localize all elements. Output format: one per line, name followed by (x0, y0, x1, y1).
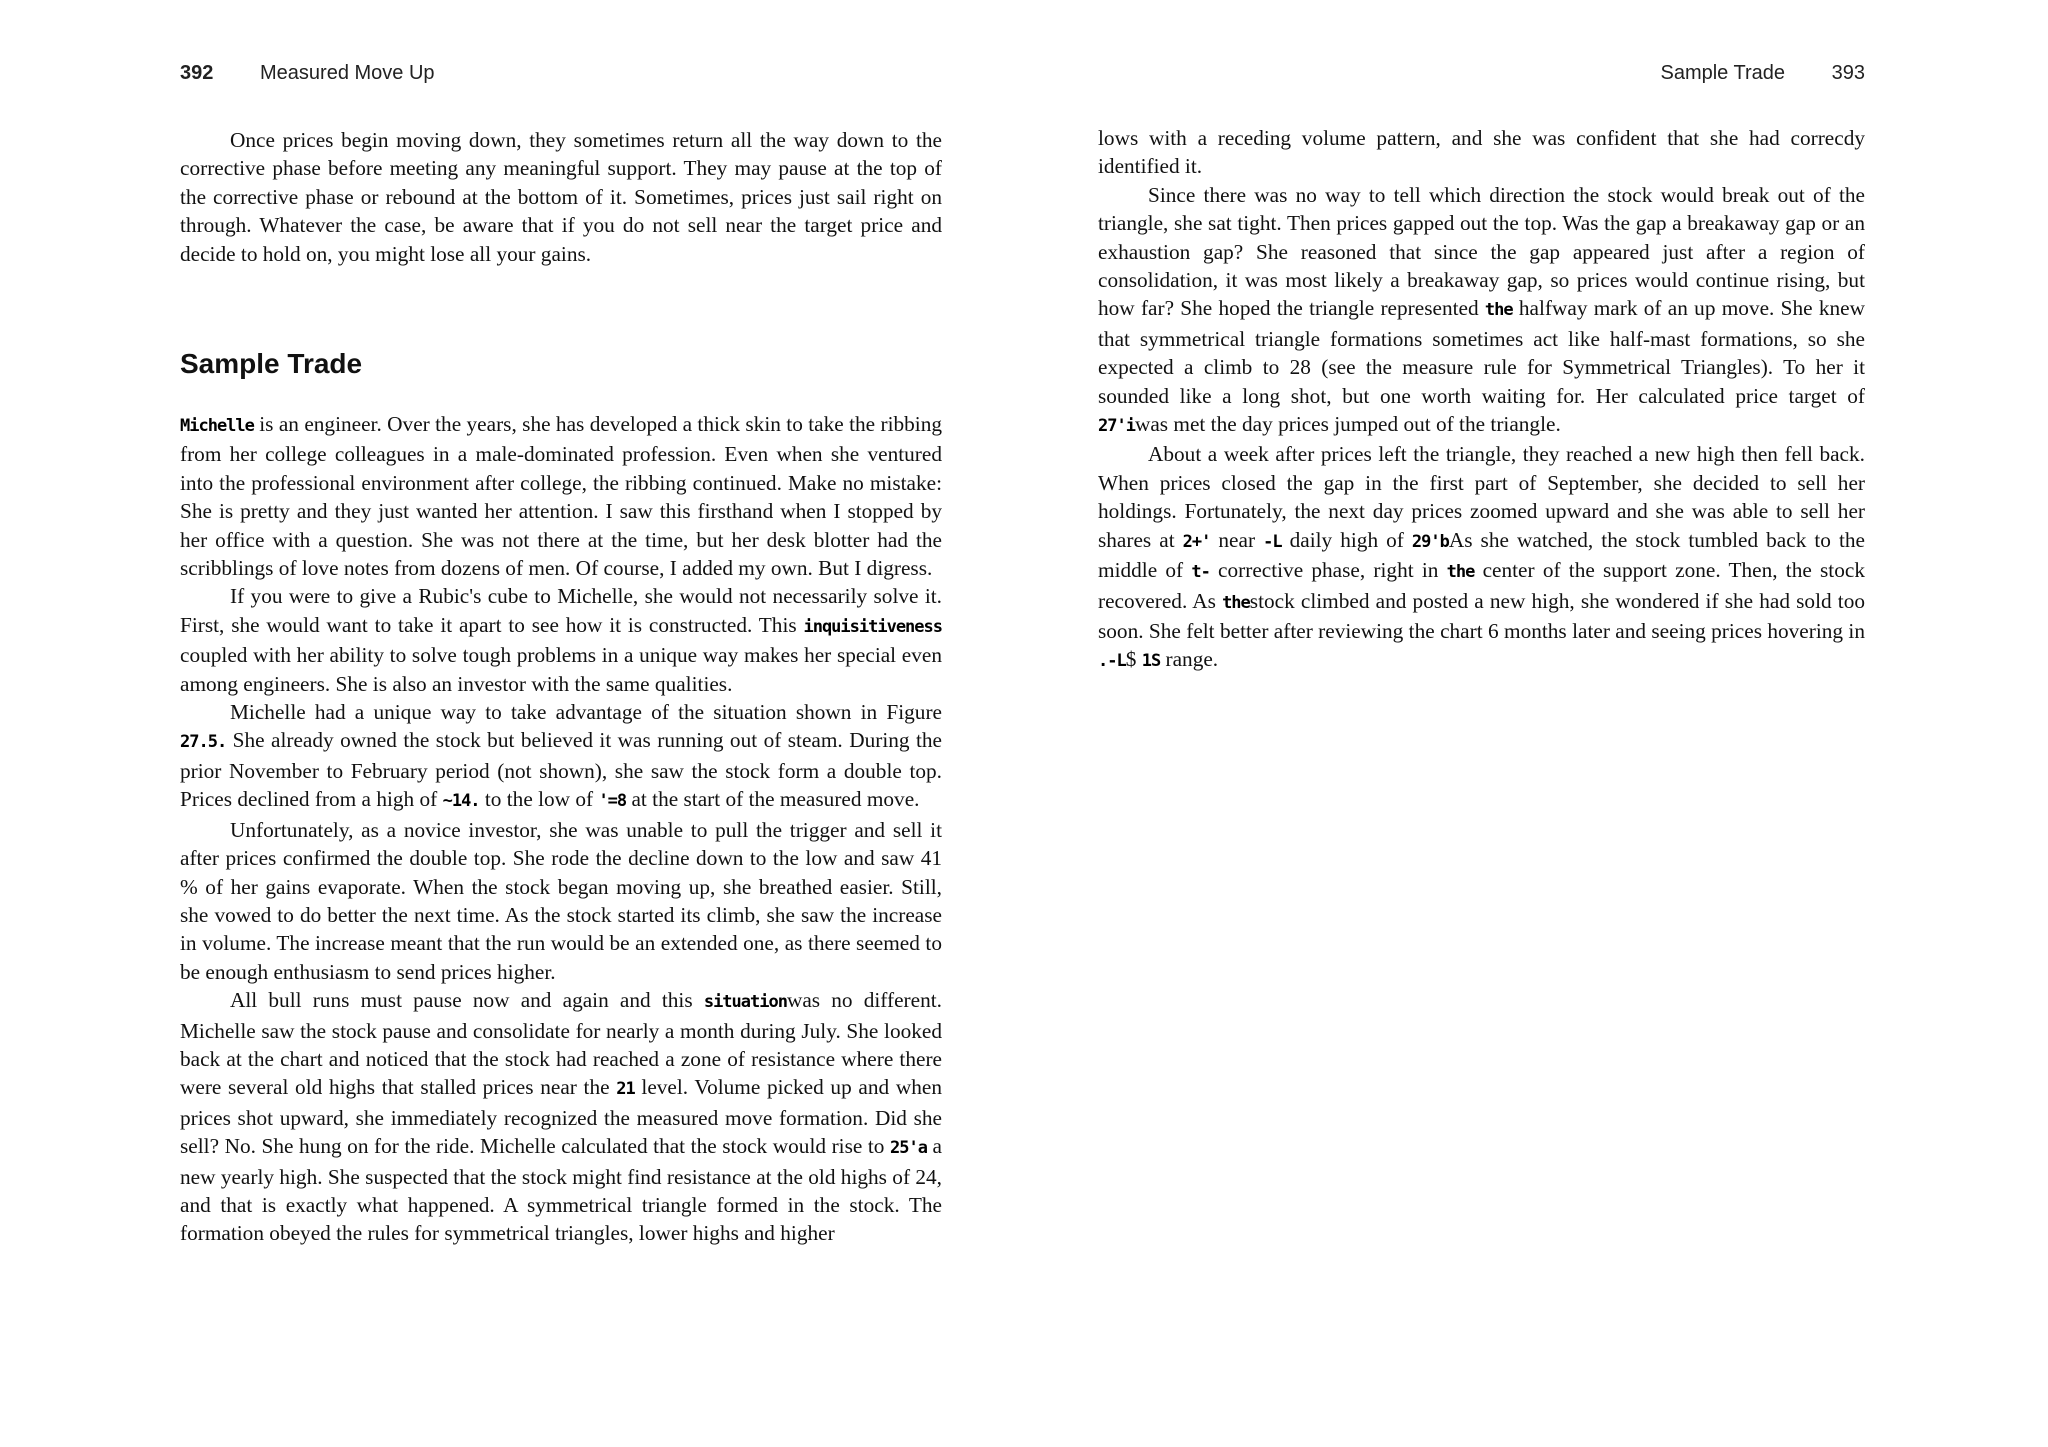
garbled-glyphs: t- (1191, 562, 1210, 583)
paragraph-6: Since there was no way to tell which direction the stock would break out of the triangle, she sat tight. Then prices gapped out the top. Was the gap a breakaway gap or an exhaustion gap? She reasoned that since the gap appeared just after a region of consolidation, it was most likely a breakaway gap, so prices would continue rising, but how far? She hoped the triangle represented the halfway mark of an up move. She knew that symmetrical triangle formations sometimes act like half-mast formations, so she expected a climb to 28 (see the measure rule for Symmetrical Triangles). To her it sounded like a long shot, but one worth waiting for. Her calculated price target of 27'iwas met the day prices jumped out of the triangle. (1098, 182, 1865, 437)
right-running-head (1098, 62, 1865, 92)
garbled-glyphs: 29'b (1411, 531, 1449, 552)
garbled-glyphs: '=8 (598, 791, 627, 812)
garbled-glyphs: inquisitiveness (803, 616, 942, 637)
paragraph-3: Michelle had a unique way to take advantage of the situation shown in Figure 27.5. She already owned the stock but believed it was running out of steam. During the prior November to February period (not shown), she saw the stock form a double top. Prices declined from a high of ~14. to the low of '=8 at the start of the measured move. (180, 700, 942, 812)
paragraph-1: Michelle is an engineer. Over the years, she has developed a thick skin to take the ribbing from her college colleagues in a male-dominated profession. Even when she ventured into the professional environment after college, the ribbing continued. Make no mistake: She is pretty and they just wanted her attention. I saw this firsthand when I stopped by her office with a question. She was not there at the time, but her desk blotter had the scribblings of love notes from dozens of men. Of course, I added my own. But I digress. (180, 412, 942, 581)
left-running-head (180, 62, 942, 92)
paragraph-continued: lows with a receding volume pattern, and she was confident that she had correcdy identified it. (1098, 126, 1865, 179)
right-page (1098, 0, 1865, 1447)
left-body-text (180, 410, 942, 1248)
garbled-glyphs: -L (1263, 531, 1282, 552)
paragraph-2: If you were to give a Rubic's cube to Michelle, she would not necessarily solve it. First, she would want to take it apart to see how it is constructed. This inquisitiveness coupled with her ability to solve tough problems in a unique way makes her special even among engineers. She is also an investor with the same qualities. (180, 584, 942, 696)
left-running-title: Measured Move Up (260, 62, 435, 84)
right-page-number: 393 (1831, 62, 1865, 84)
garbled-glyphs: 2+' (1182, 531, 1211, 552)
garbled-glyphs: 27.5. (180, 732, 227, 753)
garbled-glyphs: 25'a (890, 1138, 927, 1159)
paragraph-7: About a week after prices left the triangle, they reached a new high then fell back. When prices closed the gap in the first part of September, she decided to sell her holdings. Fortunately, the next day prices zoomed upward and she was able to sell her shares at 2+' near -L daily high of 29'bAs she watched, the stock tumbled back to the middle of t- corrective phase, right in the center of the support zone. Then, the stock recovered. As thestock climbed and posted a new high, she wondered if she had sold too soon. She felt better after reviewing the chart 6 months later and seeing prices hovering in .-L$ 1S range. (1098, 442, 1866, 672)
left-page (180, 0, 942, 1447)
section-heading: Sample Trade (180, 348, 363, 379)
intro-paragraph: Once prices begin moving down, they sometimes return all the way down to the corrective phase before meeting any meaningful support. They may pause at the top of the corrective phase or rebound at the bottom of it. Sometimes, prices just sail right on through. Whatever the case, be aware that if you do not sell near the target price and decide to hold on, you might lose all your gains. (180, 128, 942, 266)
right-running-title: Sample Trade (1660, 62, 1785, 84)
garbled-glyphs: situation (703, 992, 787, 1013)
paragraph-5: All bull runs must pause now and again and this situationwas no different. Michelle saw the stock pause and consolidate for nearly a month during July. She looked back at the chart and noticed that the stock had reached a zone of resistance where there were several old highs that stalled prices near the 21 level. Volume picked up and when prices shot upward, she immediately recognized the measured move formation. Did she sell? No. She hung on for the ride. Michelle calculated that the stock would rise to 25'a a new yearly high. She suspected that the stock might find resistance at the old highs of 24, and that is exactly what happened. A symmetrical triangle formed in the stock. The formation obeyed the rules for symmetrical triangles, lower highs and higher (180, 988, 943, 1246)
paragraph-4: Unfortunately, as a novice investor, she was unable to pull the trigger and sell it after prices confirmed the double top. She rode the decline down to the low and saw 41 % of her gains evaporate. When the stock began moving up, she breathed easier. Still, she vowed to do better the next time. As the stock started its climb, she saw the increase in volume. The increase meant that the run would be an extended one, as there seemed to be enough enthusiasm to send prices higher. (180, 817, 942, 984)
garbled-glyphs: the (1446, 562, 1475, 583)
left-page-number: 392 (180, 62, 214, 84)
garbled-glyphs: .-L (1098, 651, 1126, 672)
garbled-glyphs: Michelle (180, 416, 254, 436)
right-body-text (1098, 124, 1865, 676)
garbled-glyphs: the (1222, 592, 1250, 613)
garbled-glyphs: 27'i (1098, 416, 1135, 437)
intro-section (180, 126, 942, 268)
garbled-glyphs: the (1484, 300, 1513, 321)
garbled-glyphs: ~14. (442, 791, 480, 812)
garbled-glyphs: 21 (616, 1079, 635, 1100)
garbled-glyphs: 1S (1141, 651, 1161, 672)
